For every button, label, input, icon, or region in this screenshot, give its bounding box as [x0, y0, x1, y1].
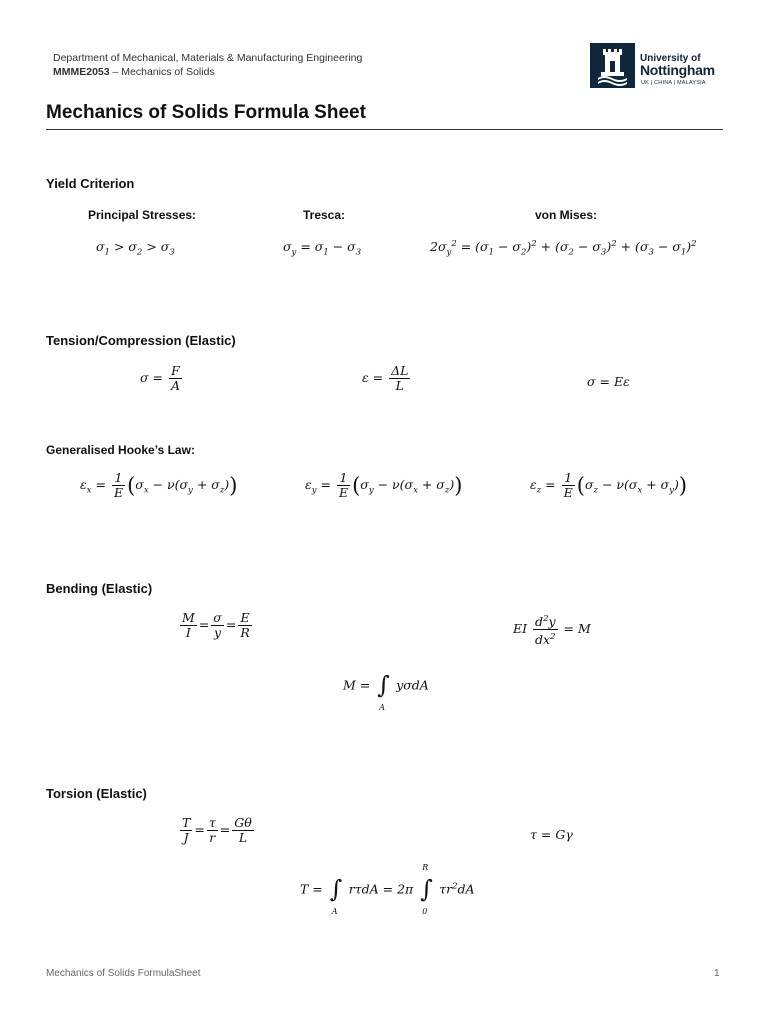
- equation-strain: ε = $\frac{\Delta L}{L}$: [362, 363, 409, 393]
- equation-bending-relation: $\frac{M}{I}$ = $\frac{\sigma}{y}$ = $\frac{E}{R}$: [182, 610, 250, 640]
- equation-torsion-relation: $\frac{T}{J}$ = $\frac{\tau}{r}$ = $\frac{G\theta}{L}$: [182, 815, 252, 845]
- equation-von-mises: $2\sigma_y^2 = (\sigma_1 - \sigma_2)^2 + (\sigma_2 - \sigma_3)^2 + (\sigma_3 - \sigma_1)^2$: [430, 239, 697, 258]
- heading-torsion: Torsion (Elastic): [46, 786, 147, 801]
- heading-yield-criterion: Yield Criterion: [46, 176, 135, 191]
- logo-line-nottingham: Nottingham: [640, 62, 715, 78]
- title-divider: [46, 129, 723, 130]
- university-logo: [590, 43, 720, 89]
- equation-hooke-x: $\varepsilon_x$ = $\frac{1}{E}$ $(\sigma_x - \nu(\sigma_y + \sigma_z))$: [80, 470, 238, 500]
- heading-tension-compression: Tension/Compression (Elastic): [46, 333, 236, 348]
- equation-hooke-z: $\varepsilon_z$ = $\frac{1}{E}$ $(\sigma_z - \nu(\sigma_x + \sigma_y))$: [530, 470, 688, 500]
- equation-stress-strain: σ = Eε: [587, 374, 630, 389]
- department-name: Department of Mechanical, Materials & Manufacturing Engineering: [53, 52, 363, 64]
- footer-text: Mechanics of Solids FormulaSheet: [46, 968, 201, 979]
- crest-icon: [590, 43, 635, 88]
- equation-shear-stress-strain: τ = Gγ: [530, 827, 573, 842]
- equation-bending-moment-integral: M = ∫ A yσdA: [343, 671, 429, 712]
- page-title: Mechanics of Solids Formula Sheet: [46, 102, 366, 123]
- page-number: 1: [714, 968, 720, 979]
- label-tresca: Tresca:: [303, 208, 346, 222]
- logo-line-campuses: UK | CHINA | MALAYSIA: [641, 80, 706, 86]
- label-principal-stresses: Principal Stresses:: [88, 208, 197, 222]
- equation-principal-stress-order: $\sigma_1 > \sigma_2 > \sigma_3$: [96, 239, 175, 258]
- equation-stress-force-area: σ = $\frac{F}{A}$: [140, 363, 180, 393]
- module-code: MMME2053: [53, 66, 110, 78]
- label-von-mises: von Mises:: [535, 208, 598, 222]
- logo-line-university-of: University of: [640, 53, 701, 64]
- equation-hooke-y: $\varepsilon_y$ = $\frac{1}{E}$ $(\sigma_y - \nu(\sigma_x + \sigma_z))$: [305, 470, 463, 500]
- equation-tresca: $\sigma_y = \sigma_1 - \sigma_3$: [283, 239, 362, 258]
- equation-beam-deflection: EI $\frac{d^2y}{dx^2}$ = M: [513, 614, 591, 648]
- module-name: Mechanics of Solids: [121, 66, 215, 78]
- module-separator: –: [109, 66, 122, 78]
- heading-generalised-hookes-law: Generalised Hooke’s Law:: [46, 443, 195, 457]
- heading-bending: Bending (Elastic): [46, 581, 153, 596]
- equation-torque-integral: T = ∫ A rτdA = 2π R ∫ 0 $\tau r^2dA$: [300, 863, 475, 916]
- module-line: [53, 66, 215, 79]
